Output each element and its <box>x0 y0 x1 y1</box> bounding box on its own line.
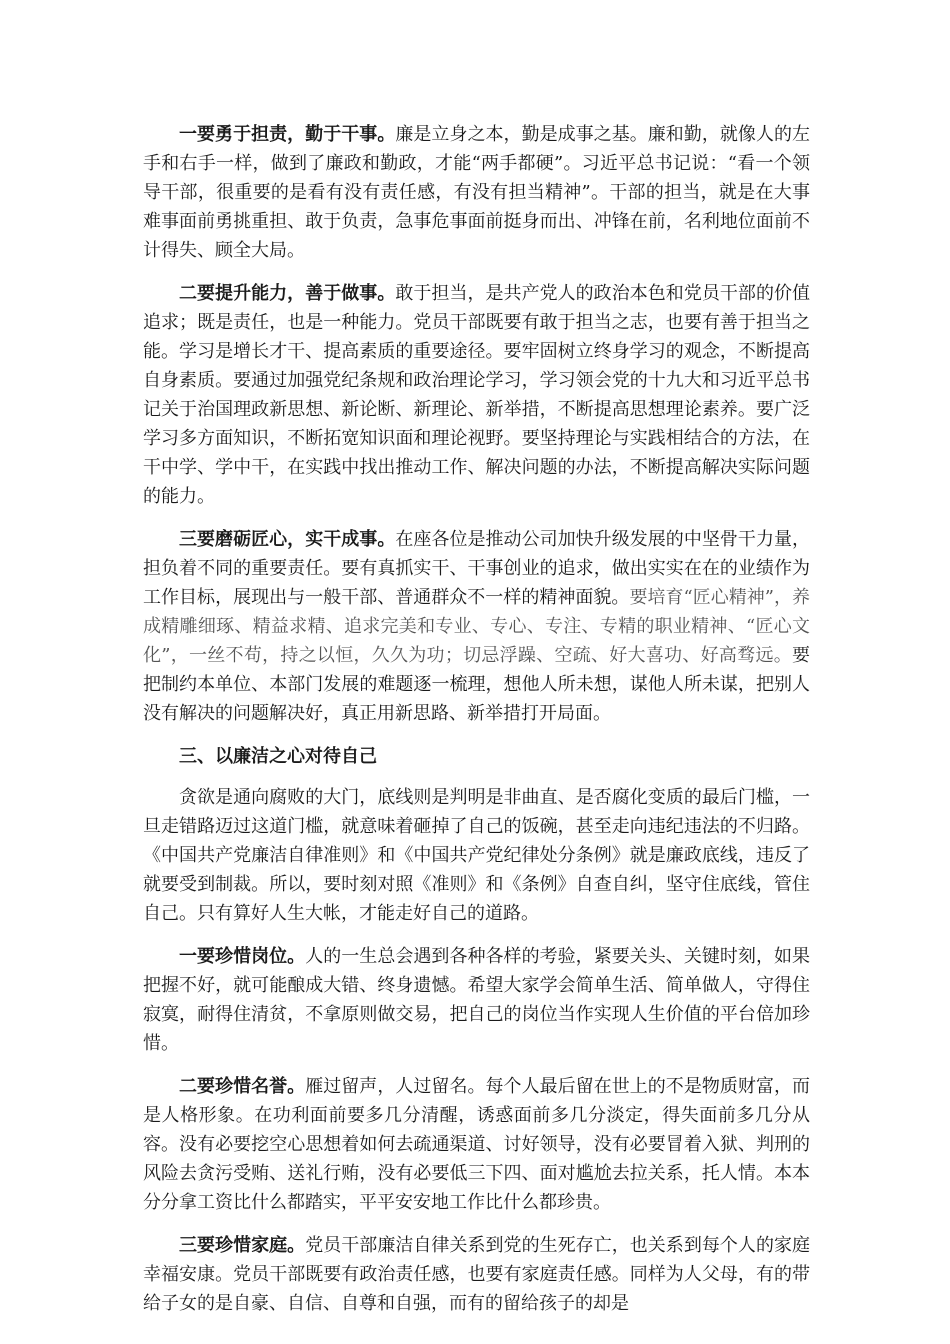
paragraph-lead: 二要珍惜名誉。 <box>179 1076 306 1097</box>
paragraph-body: 敢于担当，是共产党人的政治本色和党员干部的价值追求；既是责任，也是一种能力。党员干部既要有敢于担当之志，也要有善于担当之能。学习是增长才干、提高素质的重要途径。要牢固树立终身学习的观念，不断提高自身素质。要通过加强党纪条规和政治理论学习，学习领会党的十九大和习近平总书记关于治国理政新思想、新论断、新理论、新举措，不断提高思想理论素养。要广泛学习多方面知识，不断拓宽知识面和理论视野。要坚持理论与实践相结合的方法，在干中学、学中干，在实践中找出推动工作、解决问题的办法，不断提高解决实际问题的能力。 <box>143 283 811 507</box>
paragraph-lead: 一要勇于担责，勤于干事。 <box>179 124 396 145</box>
paragraph-craftsmanship <box>143 525 810 728</box>
paragraph-body-gray: 要培育“匠心精神”，养成精雕细琢、精益求精、追求完美和专业、专心、专注、专精的职业精神、“匠心文化”，一丝不苟，持之以恒，久久为功；切忌浮躁、空疏、好大喜功、好高骛远。 <box>143 587 811 666</box>
paragraph-lead: 三要珍惜家庭。 <box>179 1235 306 1256</box>
paragraph-responsibility <box>143 120 810 265</box>
paragraph-greed <box>143 783 810 928</box>
paragraph-cherish-reputation <box>143 1072 810 1217</box>
paragraph-body-tail: 要把制约本单位、本部门发展的难题逐一梳理，想他人所未想，谋他人所未谋，把别人没有解决的问题解决好，真正用新思路、新举措打开局面。 <box>143 645 810 724</box>
paragraph-lead: 二要提升能力，善于做事。 <box>179 283 396 304</box>
paragraph-lead: 一要珍惜岗位。 <box>179 946 306 967</box>
paragraph-body: 人的一生总会遇到各种各样的考验，紧要关头、关键时刻，如果把握不好，就可能酿成大错、终身遗憾。希望大家学会简单生活、简单做人，守得住寂寞，耐得住清贫，不拿原则做交易，把自己的岗位当作实现人生价值的平台倍加珍惜。 <box>143 946 811 1054</box>
paragraph-body: 雁过留声，人过留名。每个人最后留在世上的不是物质财富，而是人格形象。在功利面前要多几分清醒，诱惑面前多几分淡定，得失面前多几分从容。没有必要挖空心思想着如何去疏通渠道、讨好领导，没有必要冒着入狱、判刑的风险去贪污受贿、送礼行贿，没有必要低三下四、面对尴尬去拉关系，托人情。本本分分拿工资比什么都踏实，平平安安地工作比什么都珍贵。 <box>143 1076 811 1213</box>
paragraph-cherish-family <box>143 1231 810 1318</box>
paragraph-body: 在座各位是推动公司加快升级发展的中坚骨干力量，担负着不同的重要责任。要有真抓实干、干事创业的追求，做出实实在在的业绩作为工作目标，展现出与一般干部、普通群众不一样的精神面貌。 <box>143 529 811 608</box>
paragraph-cherish-post <box>143 942 810 1058</box>
paragraph-lead: 三要磨砺匠心，实干成事。 <box>179 529 396 550</box>
paragraph-body: 廉是立身之本，勤是成事之基。廉和勤，就像人的左手和右手一样，做到了廉政和勤政，才能“两手都硬”。习近平总书记说：“看一个领导干部，很重要的是看有没有责任感，有没有担当精神”。干部的担当，就是在大事难事面前勇挑重担、敢于负责，急事危事面前挺身而出、冲锋在前，名利地位面前不计得失、顾全大局。 <box>143 124 811 261</box>
section-heading: 三、以廉洁之心对待自己 <box>179 746 377 767</box>
paragraph-ability <box>143 279 810 511</box>
paragraph-body: 党员干部廉洁自律关系到党的生死存亡，也关系到每个人的家庭幸福安康。党员干部既要有政治责任感，也要有家庭责任感。同样为人父母，有的带给子女的是自豪、自信、自尊和自强，而有的留给孩子的却是 <box>143 1235 811 1314</box>
paragraph-body: 贪欲是通向腐败的大门，底线则是判明是非曲直、是否腐化变质的最后门槛，一旦走错路迈过这道门槛，就意味着砸掉了自己的饭碗，甚至走向违纪违法的不归路。《中国共产党廉洁自律准则》和《中国共产党纪律处分条例》就是廉政底线，违反了就要受到制裁。所以，要时刻对照《准则》和《条例》自查自纠，坚守住底线，管住自己。只有算好人生大帐，才能走好自己的道路。 <box>143 787 810 924</box>
